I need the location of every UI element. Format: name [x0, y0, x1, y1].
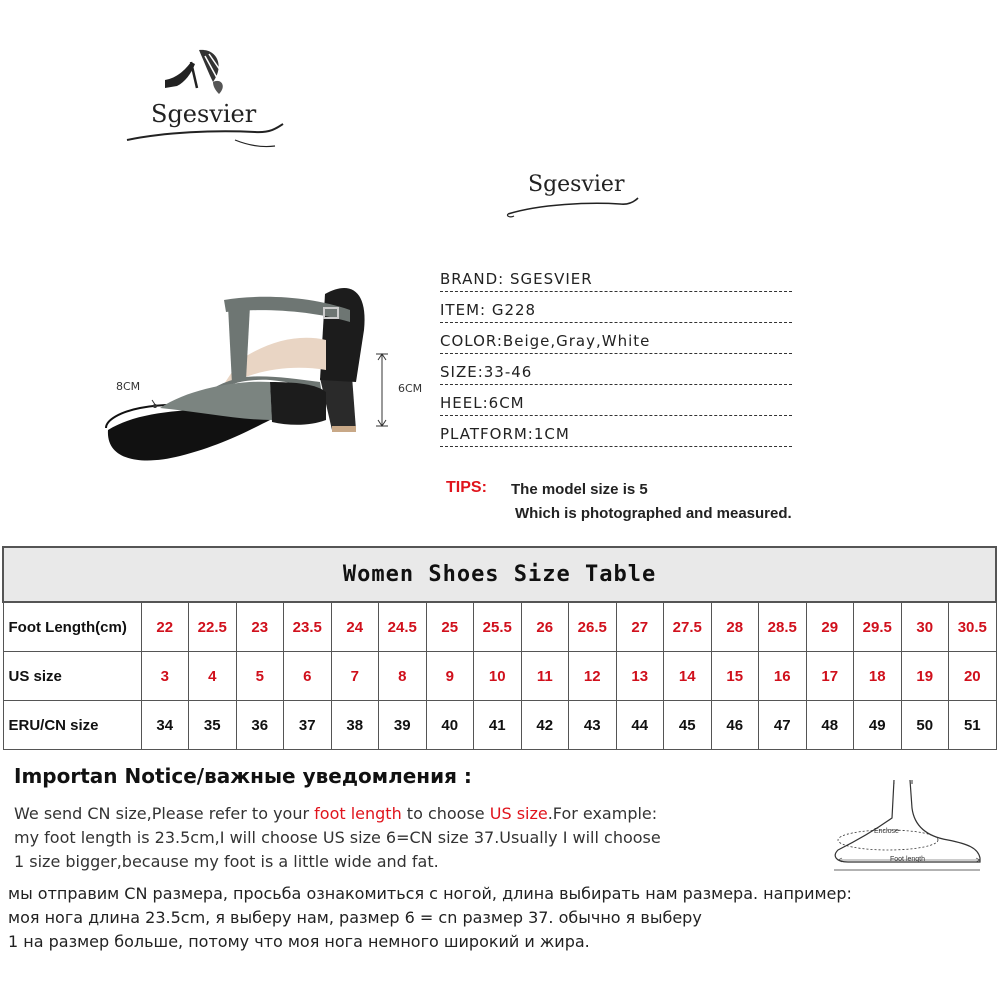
table-row-foot-length [3, 602, 996, 652]
table-cell: 45 [664, 701, 712, 750]
table-cell: 24.5 [379, 602, 427, 652]
notice-text: We send CN size,Please refer to your [14, 804, 315, 823]
table-cell: 35 [189, 701, 237, 750]
table-cell: 16 [759, 652, 807, 701]
foot-enclose-label: Enclose [874, 828, 899, 835]
table-cell: 13 [616, 652, 664, 701]
shoe-icon [100, 270, 410, 470]
table-cell: 49 [854, 701, 902, 750]
table-cell: 11 [521, 652, 569, 701]
table-cell: 12 [569, 652, 617, 701]
table-cell: 46 [711, 701, 759, 750]
table-cell: 23.5 [284, 602, 332, 652]
table-cell: 4 [189, 652, 237, 701]
notice-title: Importan Notice/важные уведомления : [14, 764, 472, 788]
table-cell: 44 [616, 701, 664, 750]
table-cell: 40 [426, 701, 474, 750]
notice-en-line-1 [14, 804, 657, 823]
table-cell: 28.5 [759, 602, 807, 652]
heel-measure-label: 6CM [398, 382, 423, 395]
table-cell: 23 [236, 602, 284, 652]
table-cell: 26.5 [569, 602, 617, 652]
swoosh-icon [500, 196, 640, 218]
notice-en-line-2: my foot length is 23.5cm,I will choose US size 6=CN size 37.Usually I will choose [14, 828, 661, 847]
notice-highlight-foot-length: foot length [314, 804, 402, 823]
table-cell: 29 [806, 602, 854, 652]
table-cell: 36 [236, 701, 284, 750]
table-cell: 7 [331, 652, 379, 701]
notice-ru-line-1: мы отправим CN размера, просьба ознакомиться с ногой, длина выбирать нам размера. например: [8, 884, 852, 903]
spec-divider [440, 384, 792, 385]
table-cell: 34 [141, 701, 189, 750]
brand-logo-secondary [500, 168, 640, 218]
table-cell: 25 [426, 602, 474, 652]
tips-line-2: Which is photographed and measured. [515, 505, 792, 522]
table-cell: 9 [426, 652, 474, 701]
foot-diagram [828, 778, 988, 878]
brand-logo [125, 48, 285, 158]
table-cell: 37 [284, 701, 332, 750]
foot-icon [828, 778, 988, 878]
brand-logo-secondary-text: Sgesvier [528, 172, 625, 197]
spec-brand: BRAND: SGESVIER [440, 270, 593, 288]
table-cell: 17 [806, 652, 854, 701]
notice-text: to choose [401, 804, 490, 823]
spec-item: ITEM: G228 [440, 301, 537, 319]
table-cell: 30.5 [949, 602, 997, 652]
table-cell: 5 [236, 652, 284, 701]
table-cell: 50 [901, 701, 949, 750]
table-cell: 3 [141, 652, 189, 701]
table-cell: 27 [616, 602, 664, 652]
notice-highlight-us-size: US size [489, 804, 548, 823]
notice-en-line-3: 1 size bigger,because my foot is a little wide and fat. [14, 852, 439, 871]
table-row-eu-cn-size [3, 701, 996, 750]
spec-platform: PLATFORM:1CM [440, 425, 570, 443]
table-cell: 22.5 [189, 602, 237, 652]
table-cell: 30 [901, 602, 949, 652]
table-cell: 8 [379, 652, 427, 701]
size-table-title: Women Shoes Size Table [3, 547, 996, 602]
table-row-us-size [3, 652, 996, 701]
length-measure-label: 8CM [116, 380, 141, 393]
spec-divider [440, 353, 792, 354]
table-cell: 6 [284, 652, 332, 701]
tips-label: TIPS: [446, 479, 487, 496]
table-cell: 48 [806, 701, 854, 750]
product-image [100, 270, 423, 470]
notice-ru-line-2: моя нога длина 23.5cm, я выберу нам, размер 6 = cn размер 37. обычно я выберу [8, 908, 702, 927]
table-cell: 26 [521, 602, 569, 652]
spec-divider [440, 291, 792, 292]
table-cell: 42 [521, 701, 569, 750]
spec-divider [440, 322, 792, 323]
tips-line-1: The model size is 5 [511, 481, 648, 498]
spec-size: SIZE:33-46 [440, 363, 533, 381]
row-header: US size [3, 652, 141, 701]
foot-length-label: Foot length [890, 856, 926, 863]
notice-ru-line-3: 1 на размер больше, потому что моя нога немного широкий и жира. [8, 932, 590, 951]
spec-heel: HEEL:6CM [440, 394, 525, 412]
table-cell: 18 [854, 652, 902, 701]
table-cell: 19 [901, 652, 949, 701]
table-cell: 43 [569, 701, 617, 750]
table-cell: 41 [474, 701, 522, 750]
table-cell: 20 [949, 652, 997, 701]
size-table [2, 546, 997, 750]
table-cell: 47 [759, 701, 807, 750]
spec-divider [440, 415, 792, 416]
table-cell: 15 [711, 652, 759, 701]
spec-divider [440, 446, 792, 447]
table-cell: 39 [379, 701, 427, 750]
table-cell: 24 [331, 602, 379, 652]
table-cell: 14 [664, 652, 712, 701]
notice-text: .For example: [547, 804, 658, 823]
table-cell: 28 [711, 602, 759, 652]
table-cell: 29.5 [854, 602, 902, 652]
table-cell: 10 [474, 652, 522, 701]
row-header: ERU/CN size [3, 701, 141, 750]
table-cell: 22 [141, 602, 189, 652]
table-cell: 51 [949, 701, 997, 750]
brand-logo-text: Sgesvier [151, 100, 257, 128]
spec-color: COLOR:Beige,Gray,White [440, 332, 651, 350]
table-cell: 25.5 [474, 602, 522, 652]
table-cell: 27.5 [664, 602, 712, 652]
row-header: Foot Length(cm) [3, 602, 141, 652]
table-cell: 38 [331, 701, 379, 750]
